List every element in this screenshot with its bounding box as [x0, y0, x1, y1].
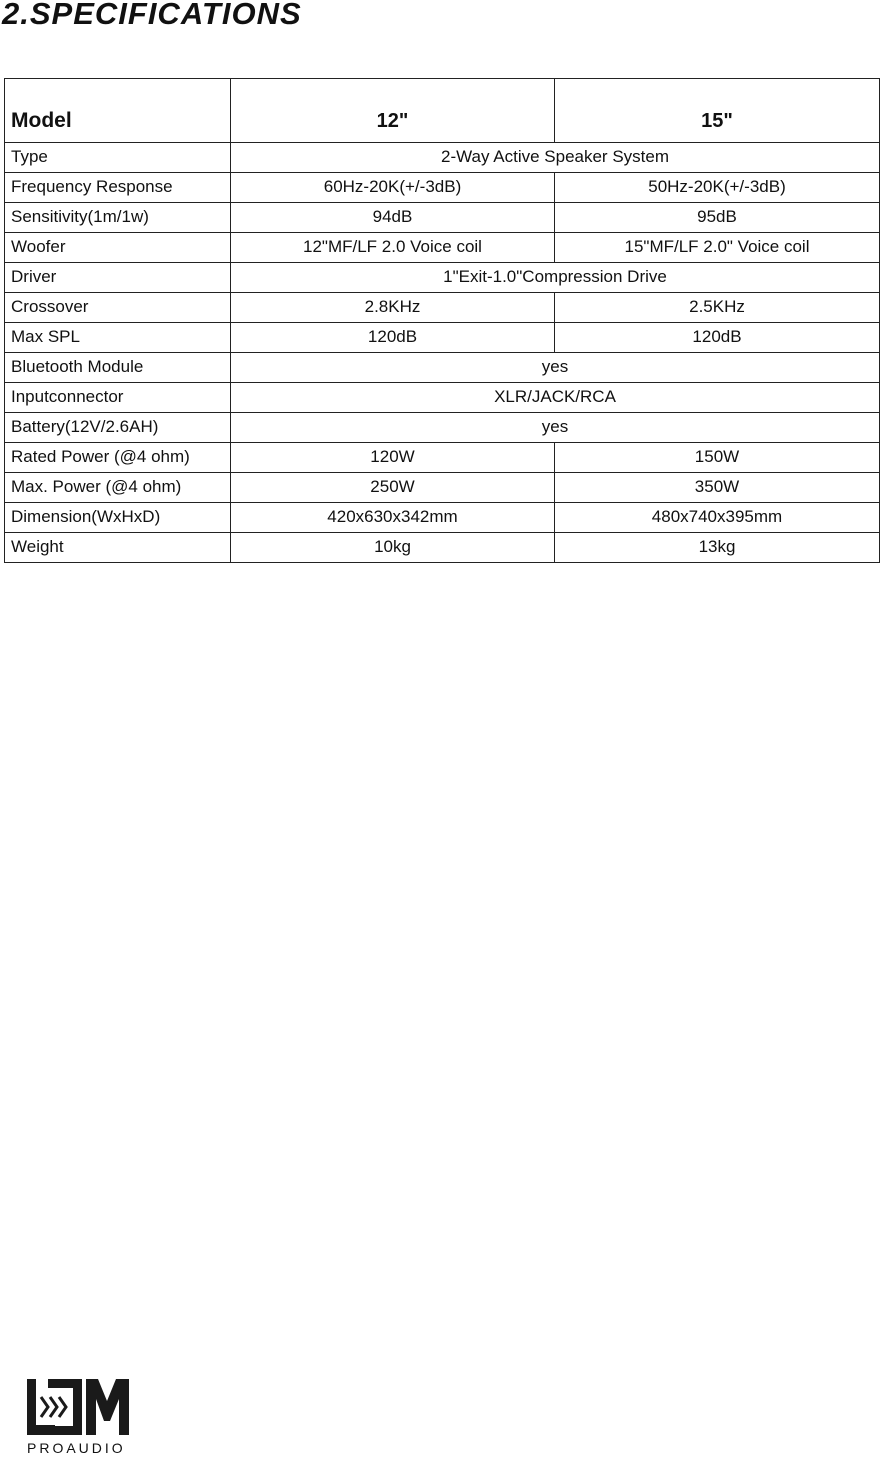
- row-value-12: 120dB: [231, 323, 555, 353]
- row-value-12: 120W: [231, 443, 555, 473]
- row-label: Type: [5, 143, 231, 173]
- header-15-inch: 15": [555, 79, 880, 143]
- header-12-inch: 12": [231, 79, 555, 143]
- table-row: [5, 173, 880, 203]
- row-value-merged: 2-Way Active Speaker System: [231, 143, 880, 173]
- table-row: [5, 473, 880, 503]
- brand-logo: [26, 1377, 136, 1457]
- table-row: [5, 263, 880, 293]
- page-title: 2.SPECIFICATIONS: [2, 0, 302, 31]
- row-value-12: 60Hz-20K(+/-3dB): [231, 173, 555, 203]
- header-model-label: Model: [5, 79, 231, 143]
- row-label: Dimension(WxHxD): [5, 503, 231, 533]
- logo-proaudio-text: PROAUDIO: [27, 1440, 126, 1456]
- table-row: [5, 443, 880, 473]
- row-label: Max SPL: [5, 323, 231, 353]
- row-label: Weight: [5, 533, 231, 563]
- row-value-15: 350W: [555, 473, 880, 503]
- row-value-15: 120dB: [555, 323, 880, 353]
- lem-logo-mark-icon: [26, 1377, 132, 1437]
- row-value-15: 95dB: [555, 203, 880, 233]
- row-label: Inputconnector: [5, 383, 231, 413]
- row-value-15: 480x740x395mm: [555, 503, 880, 533]
- table-row: [5, 383, 880, 413]
- row-value-15: 2.5KHz: [555, 293, 880, 323]
- table-row: [5, 203, 880, 233]
- row-value-merged: yes: [231, 413, 880, 443]
- table-row: [5, 353, 880, 383]
- row-label: Frequency Response: [5, 173, 231, 203]
- row-label: Crossover: [5, 293, 231, 323]
- row-value-15: 50Hz-20K(+/-3dB): [555, 173, 880, 203]
- row-value-15: 15"MF/LF 2.0" Voice coil: [555, 233, 880, 263]
- table-row: [5, 503, 880, 533]
- row-value-15: 150W: [555, 443, 880, 473]
- table-row: [5, 233, 880, 263]
- table-row: [5, 293, 880, 323]
- table-row: [5, 323, 880, 353]
- row-value-merged: 1"Exit-1.0"Compression Drive: [231, 263, 880, 293]
- row-value-12: 420x630x342mm: [231, 503, 555, 533]
- row-label: Driver: [5, 263, 231, 293]
- row-value-12: 12"MF/LF 2.0 Voice coil: [231, 233, 555, 263]
- row-value-merged: yes: [231, 353, 880, 383]
- row-label: Max. Power (@4 ohm): [5, 473, 231, 503]
- table-row: [5, 143, 880, 173]
- table-header-row: [5, 79, 880, 143]
- row-value-12: 10kg: [231, 533, 555, 563]
- table-row: [5, 533, 880, 563]
- row-label: Woofer: [5, 233, 231, 263]
- row-label: Rated Power (@4 ohm): [5, 443, 231, 473]
- row-label: Bluetooth Module: [5, 353, 231, 383]
- row-value-15: 13kg: [555, 533, 880, 563]
- row-label: Sensitivity(1m/1w): [5, 203, 231, 233]
- row-label: Battery(12V/2.6AH): [5, 413, 231, 443]
- table-row: [5, 413, 880, 443]
- row-value-merged: XLR/JACK/RCA: [231, 383, 880, 413]
- row-value-12: 250W: [231, 473, 555, 503]
- row-value-12: 94dB: [231, 203, 555, 233]
- row-value-12: 2.8KHz: [231, 293, 555, 323]
- specifications-table: [4, 78, 880, 563]
